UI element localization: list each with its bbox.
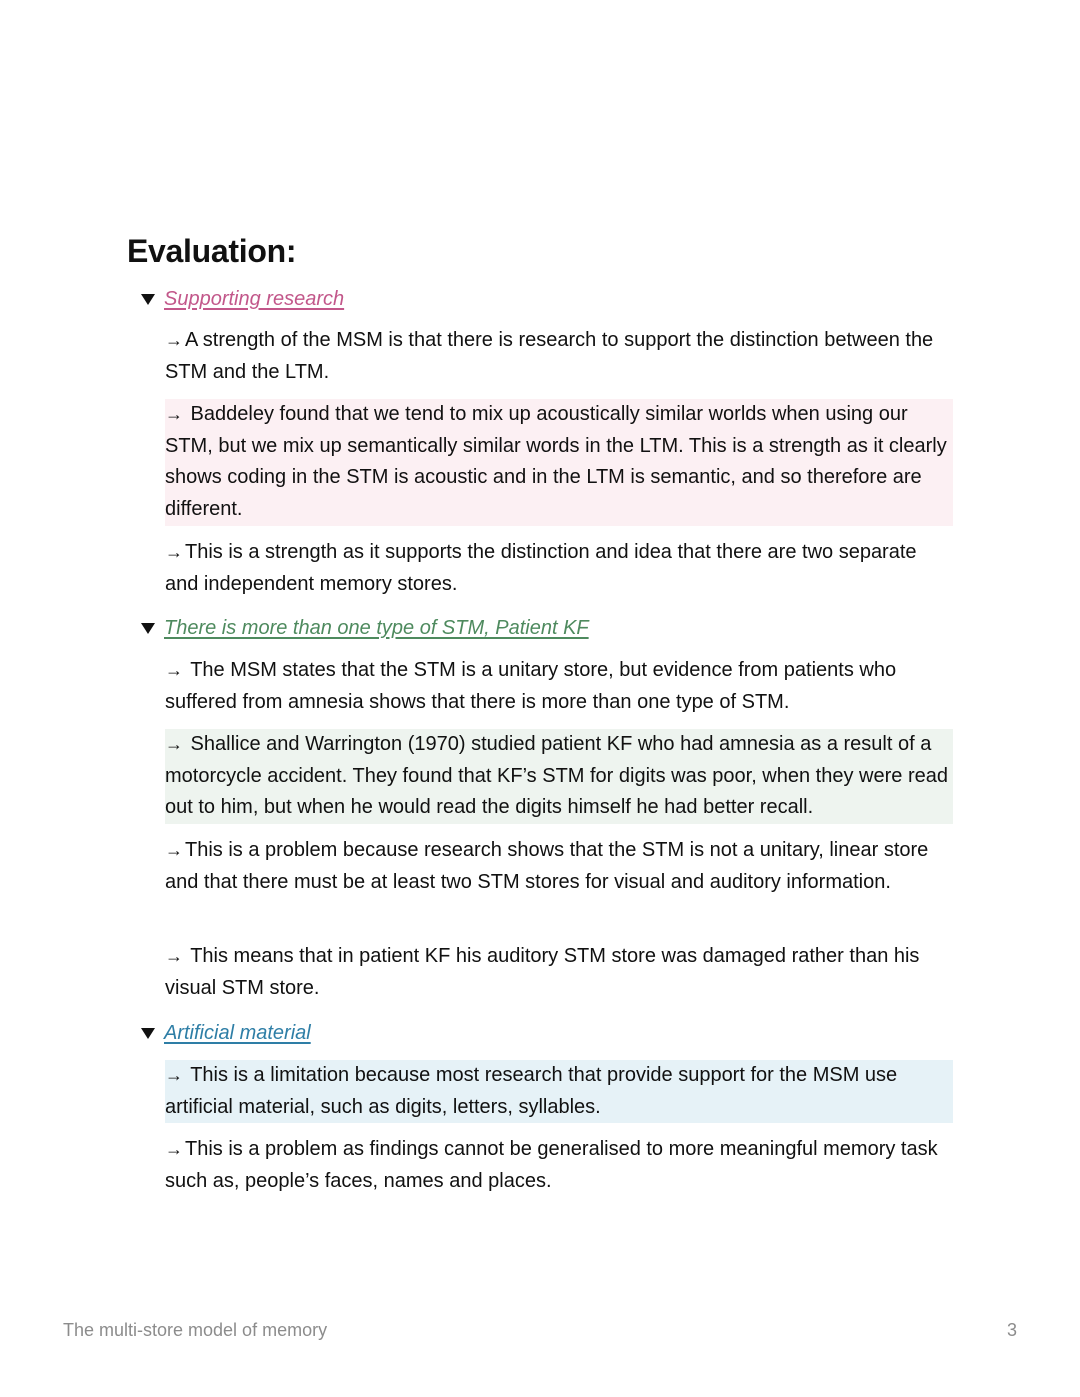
paragraph — [165, 941, 953, 1004]
triangle-down-icon[interactable] — [141, 623, 155, 634]
paragraph — [165, 537, 953, 600]
right-arrow-icon: → — [165, 542, 183, 562]
paragraph — [165, 1134, 953, 1197]
paragraph-text: This is a problem because research shows that the STM is not a unitary, linear store and that there must be at least two STM stores for visual and auditory information. — [165, 839, 929, 893]
paragraph-text: This is a strength as it supports the distinction and idea that there are two separate and independent memory stores. — [165, 541, 917, 595]
paragraph — [165, 325, 953, 388]
highlighted-paragraph — [165, 1060, 953, 1123]
paragraph-text: Shallice and Warrington (1970) studied patient KF who had amnesia as a result of a motorcycle accident. They found that KF’s STM for digits was poor, when they were read out to him, but when he would read the digits himself he had better recall. — [165, 733, 948, 819]
paragraph-text: This is a limitation because most research that provide support for the MSM use artificial material, such as digits, letters, syllables. — [165, 1064, 898, 1118]
page-title: Evaluation: — [127, 233, 297, 269]
toggle-title-supporting-research[interactable]: Supporting research — [164, 288, 345, 310]
toggle-title-artificial-material[interactable]: Artificial material — [164, 1022, 311, 1044]
paragraph-text: The MSM states that the STM is a unitary store, but evidence from patients who suffered from amnesia shows that there is more than one type of STM. — [165, 659, 897, 713]
triangle-down-icon[interactable] — [141, 294, 155, 305]
footer-page-number: 3 — [1006, 1320, 1017, 1340]
right-arrow-icon: → — [165, 404, 183, 424]
toggle-title-more-than-one-stm[interactable]: There is more than one type of STM, Patient KF — [164, 617, 589, 639]
right-arrow-icon: → — [165, 946, 183, 966]
paragraph-text: A strength of the MSM is that there is research to support the distinction between the STM and the LTM. — [165, 329, 934, 383]
toggle-more-than-one-stm[interactable] — [141, 614, 589, 642]
paragraph-text: Baddeley found that we tend to mix up acoustically similar worlds when using our STM, but we mix up semantically similar words in the LTM. This is a strength as it clearly shows coding in the STM is acoustic and in the LTM is semantic, and so therefore are different. — [165, 403, 947, 520]
right-arrow-icon: → — [165, 330, 183, 350]
triangle-down-icon[interactable] — [141, 1028, 155, 1039]
right-arrow-icon: → — [165, 1065, 183, 1085]
paragraph — [165, 655, 953, 718]
right-arrow-icon: → — [165, 734, 183, 754]
right-arrow-icon: → — [165, 660, 183, 680]
right-arrow-icon: → — [165, 840, 183, 860]
toggle-artificial-material[interactable] — [141, 1019, 311, 1047]
paragraph — [165, 835, 953, 898]
highlighted-paragraph — [165, 399, 953, 526]
footer-document-title: The multi-store model of memory — [63, 1320, 328, 1340]
highlighted-paragraph — [165, 729, 953, 824]
paragraph-text: This means that in patient KF his auditory STM store was damaged rather than his visual STM store. — [165, 945, 920, 999]
paragraph-text: This is a problem as findings cannot be generalised to more meaningful memory task such as, people’s faces, names and places. — [165, 1138, 938, 1192]
right-arrow-icon: → — [165, 1139, 183, 1159]
toggle-supporting-research[interactable] — [141, 285, 344, 313]
